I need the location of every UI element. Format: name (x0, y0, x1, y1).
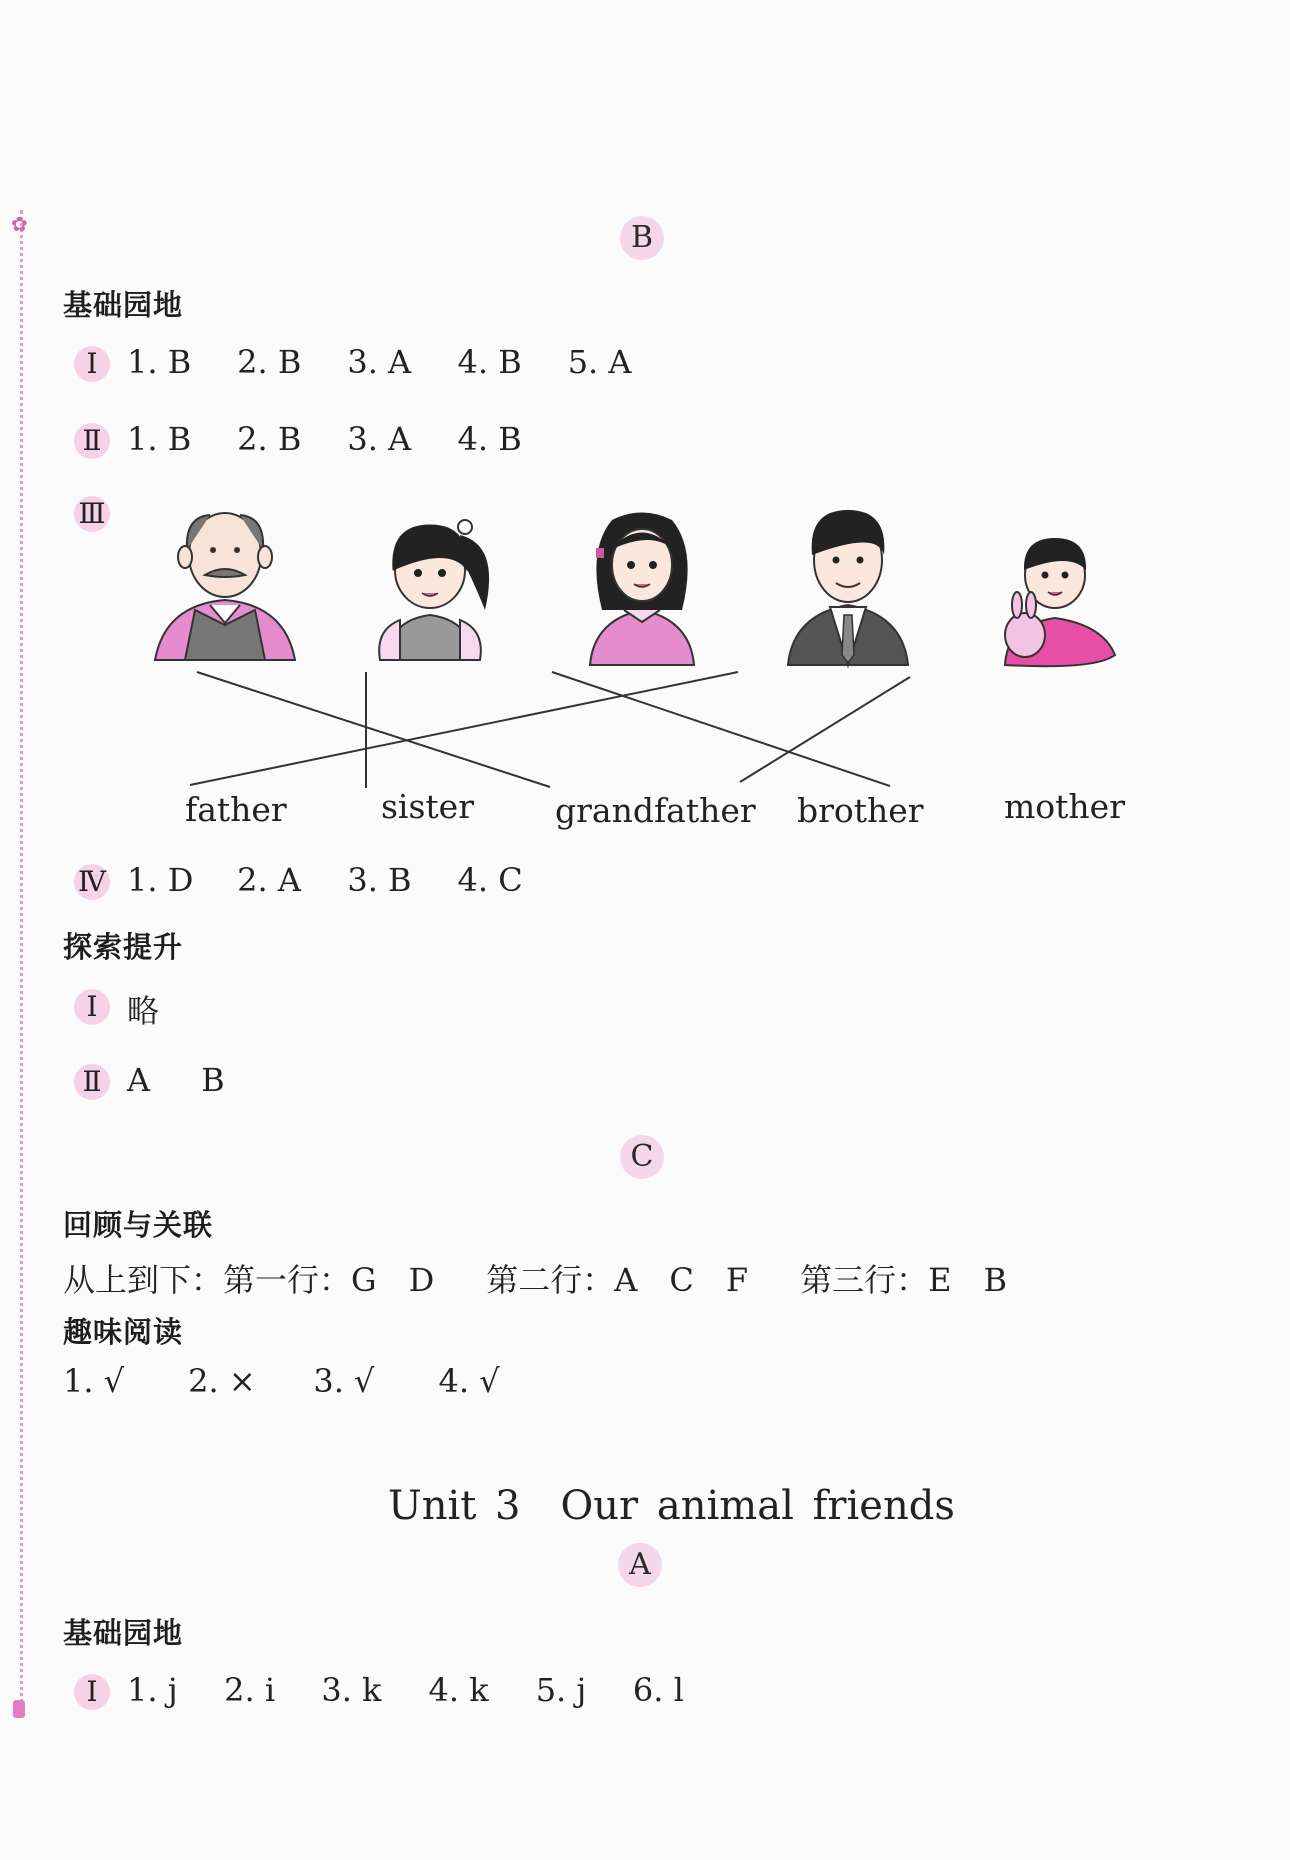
answer-item: 3. B (347, 861, 412, 899)
word-sister: sister (381, 787, 474, 826)
word-father: father (185, 790, 287, 829)
row1-label: 第一行： (223, 1261, 352, 1299)
row2-answers: A C F (614, 1261, 749, 1299)
match-line-brother (740, 677, 910, 782)
unit-3-title: Unit 3 Our animal friends (388, 1483, 955, 1529)
answer-item: 4. √ (438, 1362, 500, 1400)
matching-exercise (140, 505, 1150, 835)
answer-item: 3. k (321, 1671, 382, 1709)
reading-heading: 趣味阅读 (63, 1315, 184, 1349)
answer-item: 1. D (127, 861, 194, 899)
answer-item: B (201, 1061, 225, 1099)
match-line-father (190, 672, 738, 785)
e1-answer: 略 (127, 992, 160, 1030)
e2-answers (127, 1061, 265, 1099)
match-line-grandfather (197, 672, 550, 787)
answer-item: 3. A (347, 420, 412, 458)
q2-answers (127, 420, 558, 458)
answer-item: 2. B (237, 343, 302, 381)
basic-heading-unit3: 基础园地 (63, 1616, 184, 1650)
sister-picture (379, 520, 489, 660)
grandfather-picture (155, 513, 295, 660)
answer-item: 1. j (127, 1671, 178, 1709)
q4-numeral: Ⅳ (74, 864, 110, 900)
word-brother: brother (797, 791, 924, 830)
answer-item: 3. A (347, 343, 412, 381)
q1-answers (127, 343, 668, 381)
basic-heading-b: 基础园地 (63, 288, 184, 322)
answer-item: 5. j (535, 1671, 587, 1709)
answer-item: 1. B (127, 343, 192, 381)
margin-tab (13, 1700, 25, 1718)
word-mother: mother (1004, 787, 1125, 826)
father-picture (788, 510, 908, 665)
answer-item: 2. B (237, 420, 302, 458)
section-c-badge: C (620, 1135, 664, 1179)
answer-item: A (127, 1061, 151, 1099)
row3-answers: E B (928, 1261, 1007, 1299)
row3-label: 第三行： (800, 1261, 929, 1299)
answer-item: 5. A (567, 343, 632, 381)
answer-item: 4. C (457, 861, 523, 899)
mother-picture (590, 513, 694, 666)
unit3-q1-answers (127, 1671, 720, 1709)
explore-heading: 探索提升 (63, 930, 184, 964)
unit-3-a-badge: A (618, 1543, 662, 1587)
answer-item: 2. i (224, 1671, 276, 1709)
answer-item: 6. l (632, 1671, 684, 1709)
answer-item: 4. k (428, 1671, 489, 1709)
answer-item: 1. √ (63, 1362, 125, 1400)
brother-picture (1005, 538, 1115, 666)
e1-numeral: Ⅰ (74, 989, 110, 1025)
q3-numeral: Ⅲ (74, 496, 110, 532)
row1-answers: G D (351, 1261, 435, 1299)
review-prefix: 从上到下： (63, 1261, 224, 1299)
match-line-mother (552, 672, 890, 786)
answer-item: 2. × (188, 1362, 256, 1400)
flower-icon: ✿ (11, 212, 28, 236)
review-line (63, 1255, 1007, 1301)
answer-item: 4. B (457, 343, 522, 381)
margin-dotted-line (20, 210, 23, 1710)
reading-answers (63, 1362, 554, 1400)
row2-label: 第二行： (486, 1261, 615, 1299)
answer-item: 2. A (237, 861, 301, 899)
section-b-badge: B (620, 216, 664, 260)
word-grandfather: grandfather (555, 791, 756, 830)
e2-numeral: Ⅱ (74, 1064, 110, 1100)
answer-item: 4. B (457, 420, 522, 458)
q1-numeral: Ⅰ (74, 346, 110, 382)
review-heading: 回顾与关联 (63, 1208, 214, 1242)
unit3-q1-numeral: Ⅰ (74, 1674, 110, 1710)
answer-item: 1. B (127, 420, 192, 458)
q2-numeral: Ⅱ (74, 423, 110, 459)
q4-answers (127, 861, 558, 899)
answer-item: 3. √ (313, 1362, 375, 1400)
